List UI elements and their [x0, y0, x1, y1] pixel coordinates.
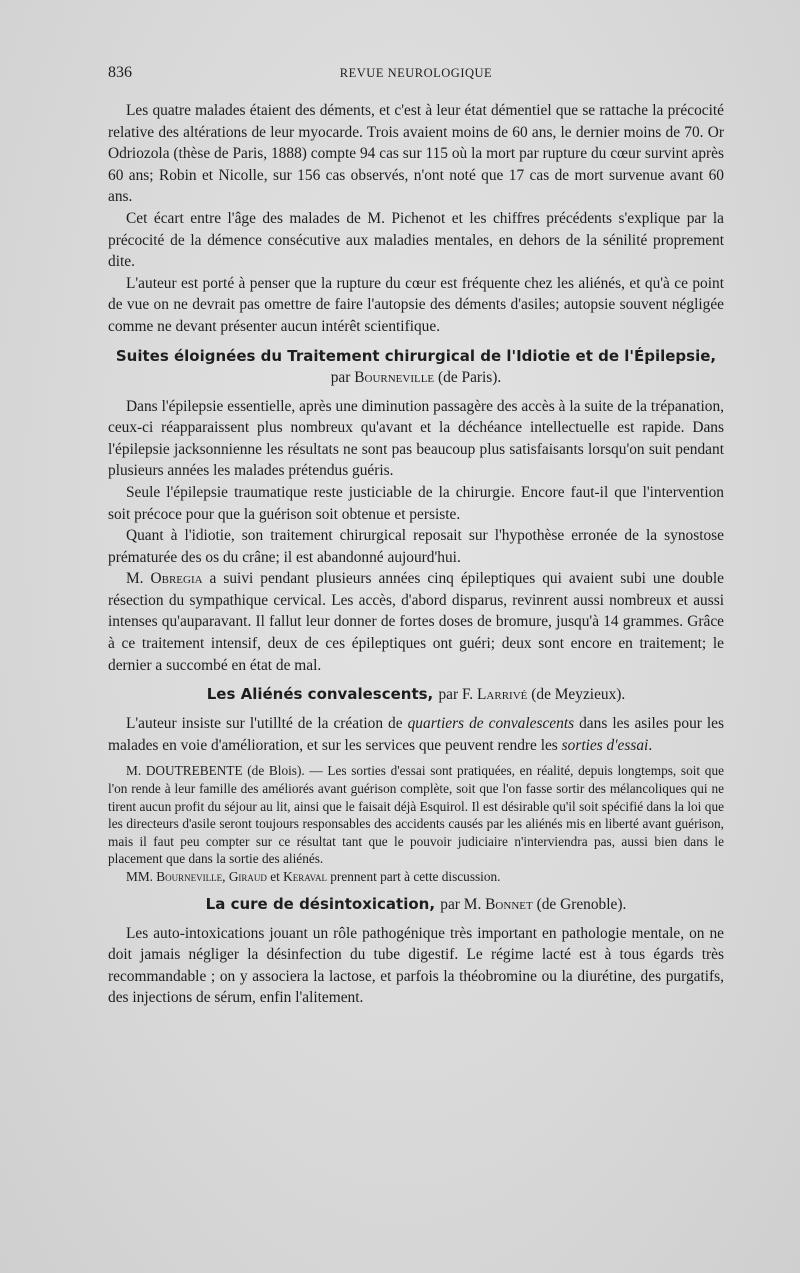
section3-paragraph-1: Les auto-intoxications jouant un rôle pathogénique très important en pathologie mentale, on ne doit jamais négliger la désinfection du tube digestif. Le régime lacté est à tous égards très recommandable ; on y associera la lactose, et parfois la théobromine ou la diurétine, des purgatifs, des injections de sérum, enfin l'alitement. — [108, 924, 724, 1007]
author-name: M. Obregia — [126, 570, 203, 588]
byline — [438, 686, 625, 703]
section-heading-epilepsie — [108, 346, 724, 388]
intro-paragraph-1: Les quatre malades étaient des déments, et c'est à leur état démentiel que se rattache la précocité relative des altérations de leur myocarde. Trois avaient moins de 60 ans, le dernier moins de 70. Or Odriozola (thèse de Paris, 1888) compte 94 cas sur 115 où la mort par rupture du cœur survint après 60 ans; Robin et Nicolle, sur 156 cas observés, n'ont noté que 17 cas de mort survenue avant 60 ans. — [108, 102, 724, 206]
section-title: Les Aliénés convalescents, — [206, 685, 434, 704]
running-title: REVUE NEUROLOGIQUE — [339, 66, 493, 80]
paragraph-text: MM. — [126, 869, 157, 884]
discussion-block — [108, 762, 724, 885]
paragraph-text: L'auteur insiste sur l'utillté de la création de — [126, 715, 408, 733]
paragraph-text: prennent part à cette discussion. — [326, 869, 501, 884]
section-heading-convalescents — [108, 684, 724, 705]
paragraph-text: dans les asiles pour les malades en voie d'amélioration, et sur les services que peuvent rendre les — [108, 715, 724, 754]
discussion-doutrebente: M. DOUTREBENTE (de Blois). — Les sorties d'essai sont pratiquées, en réalité, depuis longtemps, soit que l'on rende à leur famille des améliorés avant guérison complète, soit que l'on fasse sortir des mélancoliques qui ne tirent aucun profit du séjour au lit, ainsi que le faisait déjà Esquirol. Il est désirable qu'il soit spécifié dans la loi que les directeurs d'asile seront toujours responsables des accidents causés par les aliénés mis en liberté avant guérison, mais il faut peu compter sur ce résultat tant que le pouvoir judiciaire n'interviendra pas, aussi bien dans le placement que dans la sortie des aliénés. — [108, 763, 724, 867]
author-name: Larrivé — [477, 686, 528, 704]
article-body — [108, 100, 724, 1009]
byline-par: par — [330, 368, 351, 386]
author-name: Keraval — [283, 869, 327, 884]
author-place: (de Paris). — [438, 368, 502, 386]
section1-paragraph-3: Quant à l'idiotie, son traitement chirurgical reposait sur l'hypothèse erronée de la synostose prématurée des os du crâne; il est abandonné aujourd'hui. — [108, 527, 724, 566]
intro-paragraph-2: Cet écart entre l'âge des malades de M. Pichenot et les chiffres précédents s'explique par la précocité de la démence consécutive aux maladies mentales, en dehors de la sénilité proprement dite. — [108, 209, 724, 271]
byline — [331, 369, 502, 386]
paragraph-text: a suivi pendant plusieurs années cinq épileptiques qui avaient subi une double résection du sympathique cervical. Les accès, d'abord disparus, revinrent aussi nombreux et aussi intenses qu'auparavant. Il fallut leur donner de fortes doses de bromure, jusqu'à 14 grammes. Grâce à ce traitement intensif, deux de ces épileptiques ont guéri; deux sont encore en traitement; le dernier a succombé en état de mal. — [108, 570, 724, 674]
author-place: (de Grenoble). — [536, 895, 627, 913]
emphasis: quartiers de convalescents — [407, 715, 575, 733]
byline — [440, 896, 626, 913]
paragraph-text: et — [266, 869, 284, 884]
section1-paragraph-2: Seule l'épilepsie traumatique reste justiciable de la chirurgie. Encore faut-il que l'intervention soit précoce pour que la guérison soit obtenue et persiste. — [108, 483, 724, 523]
section1-paragraph-1: Dans l'épilepsie essentielle, après une diminution passagère des accès à la suite de la trépanation, ceux-ci réapparaissent plus nombreux qu'avant et la déchéance intellectuelle est rapide. Dans l'épilepsie jacksonnienne les résultats ne sont pas beaucoup plus satisfaisants lorsqu'on suit pendant plusieurs années les malades prétendus guéris. — [108, 397, 724, 480]
section2-paragraph-1 — [108, 713, 724, 756]
author-place: (de Meyzieux). — [531, 686, 626, 704]
author-name: Giraud — [228, 869, 267, 884]
emphasis: sorties d'essai — [561, 736, 649, 754]
byline-par: par F. — [438, 686, 474, 704]
author-name: Bonnet — [485, 895, 533, 913]
section-title: Suites éloignées du Traitement chirurgical de l'Idiotie et de l'Épilepsie, — [115, 346, 717, 365]
section-heading-desintoxication — [108, 894, 724, 915]
paragraph-text: . — [648, 736, 653, 754]
byline-par: par M. — [440, 895, 482, 913]
paragraph-text: , — [222, 869, 229, 884]
discussion-participants — [108, 868, 724, 886]
author-name: Bourneville — [354, 368, 435, 386]
author-name: Bourneville — [156, 869, 223, 884]
intro-paragraph-3: L'auteur est porté à penser que la rupture du cœur est fréquente chez les aliénés, et qu'à ce point de vue on ne devrait pas omettre de faire l'autopsie des déments d'asiles; autopsie souvent négligée comme ne devant présenter aucun intérêt scientifique. — [108, 274, 724, 335]
section1-paragraph-4 — [108, 568, 724, 676]
page-header — [108, 64, 724, 84]
section-title: La cure de désintoxication, — [205, 894, 436, 913]
page-number: 836 — [108, 64, 132, 81]
